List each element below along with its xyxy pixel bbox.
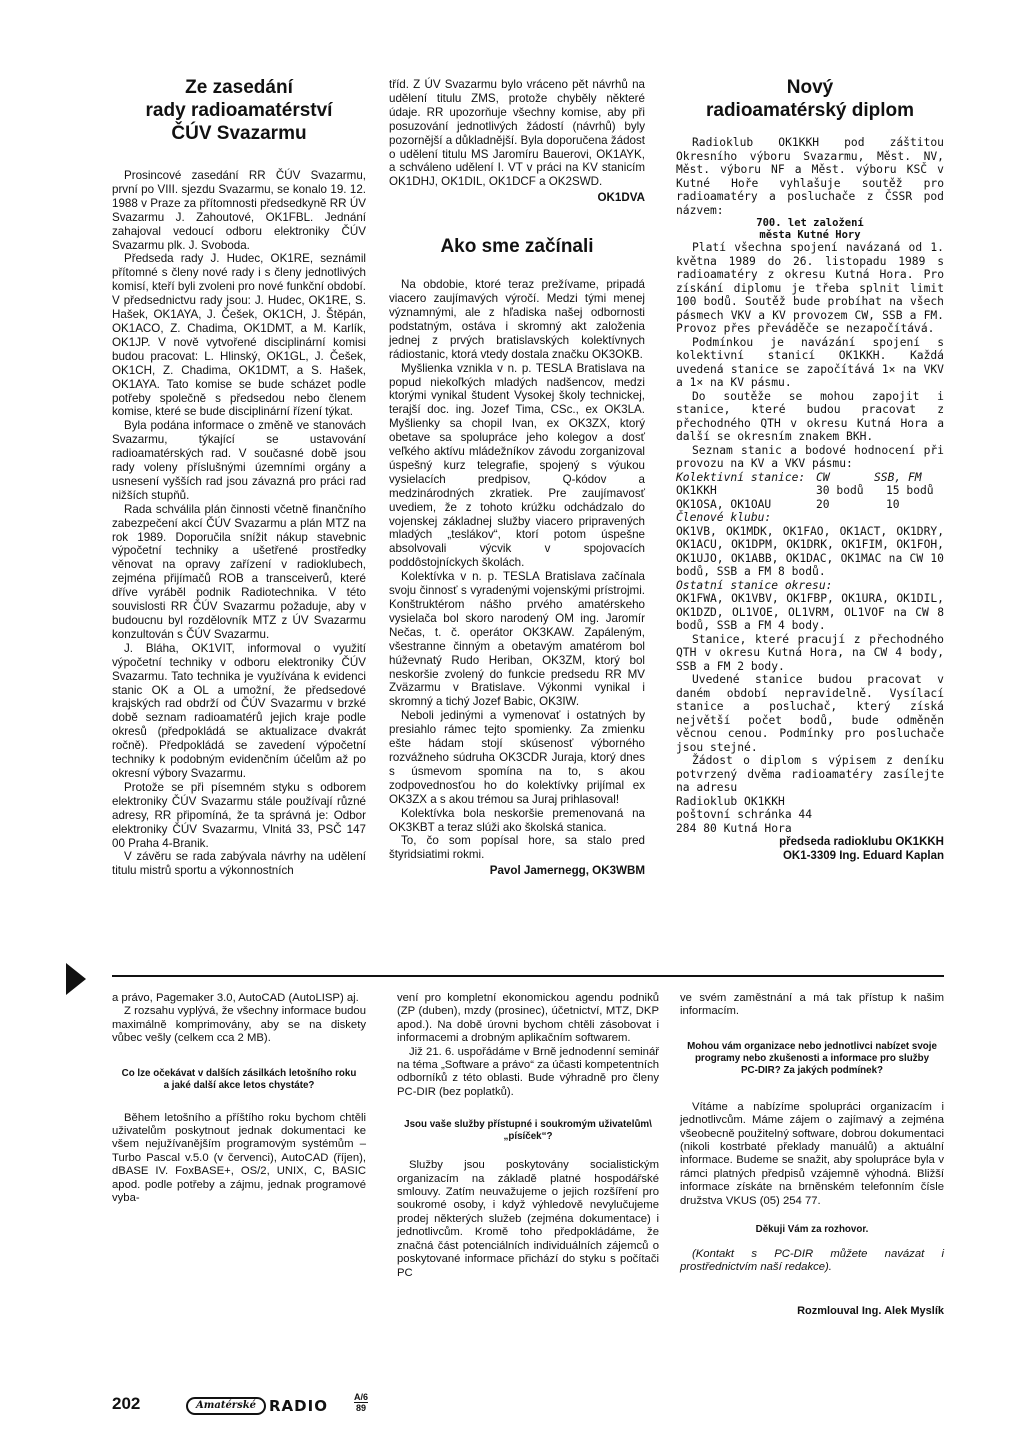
title-line-2: radioamatérský diplom [705, 100, 915, 121]
interview-question: Jsou vaše služby přístupné i soukromým uživatelům\„písíček“? [404, 1119, 652, 1143]
cell-cw: 20 [816, 497, 830, 511]
paragraph: Myšlienka vznikla v n. p. TESLA Bratislava na popud niekoľkých mladých nadšencov, medzi ktorými vynikal študent Vysokej školy technickej, terajší doc. ing. Jozef Tima, CSc., ex OK3LA. Myšlienky sa chopil Ivan, ex OK3ZX, ktorý obetave sa spolupráce jeho kolegov a dosť veľkého aktívu mládežníkov závodu zorganizoval úspešný kurz telegrafie, spojený s výukou vysielacích predpisov, Q-kódov a medzinárodných zkratiek. Pre zaujímavosť uvediem, že z tohoto krúžku odchádzalo do vojenskej základnej služby viacero pripravených mladých „teslákov“, ktorí potom úspešne absolvovali výcvik v spojovacích poddôstojníckych školách. [389, 361, 645, 570]
paragraph: Podmínkou je navázání spojení s kolektivní stanicí OK1KKH. Každá uvedená stanice se započítává 1× na VKV a 1× na KV pásmu. [676, 335, 944, 389]
paragraph: To, čo som popísal hore, sa stalo pred štyridsiatimi rokmi. [389, 834, 645, 862]
paragraph: Z rozsahu vyplývá, že všechny informace budou maximálně komprimovány, aby se na diskety vůbec vešly (celkem cca 2 MB). [112, 1005, 366, 1045]
address-block [676, 795, 944, 836]
cell-ssb-fm: 15 bodů [886, 484, 934, 497]
paragraph: Kolektívka bola neskoršie premenovaná na OK3KBT a teraz slúži ako školská stanica. [389, 806, 645, 834]
contact-note: (Kontakt s PC-DIR můžete navázat i prostřednictvím naší redakce). [680, 1248, 944, 1274]
address-line: poštovní schránka 44 [676, 808, 813, 821]
title-line-1: Nový [786, 77, 834, 98]
points-table [676, 471, 944, 512]
award-line-1: 700. let založení [756, 217, 864, 229]
paragraph: Žádost o diplom s výpisem z deníku potvrzený dvěma radioamatéry zasílejte na adresu [676, 754, 944, 794]
signature-jamernegg: Pavol Jamernegg, OK3WBM [489, 864, 645, 878]
cell-ssb-fm: 10 [886, 497, 900, 511]
article-title-ako-sme-zacinali: Ako sme začínali [440, 236, 594, 258]
issue-top: A/6 [354, 1392, 369, 1402]
title-line-2: rady radioamatérství [145, 100, 333, 121]
cell-station: OK1OSA, OK1OAU [676, 497, 772, 511]
members-list: OK1VB, OK1MDK, OK1FAO, OK1ACT, OK1DRY, OK1ACU, OK1DPM, OK1DRK, OK1FIM, OK1FOH, OK1UJO, OK1ABB, OK1DAC, OK1MAC na CW 10 bodů, SSB a FM 8 bodů. [676, 524, 944, 578]
column-rada-radioamaterstvi [112, 76, 366, 878]
section-divider [112, 975, 944, 977]
header-ssb-fm: SSB, FM [874, 470, 922, 484]
interview-author: Rozmlouval Ing. Alek Myslík [797, 1304, 944, 1317]
address-line: 284 80 Kutná Hora [676, 821, 792, 835]
paragraph: Vítáme a nabízíme spolupráci organizacím i jednotlivcům. Máme zájem o zajímavý a zejména všeobecně použitelný software, dobrou dokumentaci (nikoli kostrbaté překlady manuálů) a aktuální informace. Budeme se snažit, aby spolupráce byla v rámci platných předpisů vzájemně výhodná. Bližší informace získáte na brněnském telefonním čísle družstva VKUS (05) 254 77. [680, 1100, 944, 1207]
interview-column-3 [680, 992, 944, 1318]
signature-line-1: předseda radioklubu OK1KKH [779, 836, 944, 848]
paragraph: Rada schválila plán činnosti včetně finančního zabezpečení akcí ČÚV Svazarmu a plán MTZ na rok 1989. Doporučila snížit nákup stavebnic výpočetní techniky a ušetřené prostředky věnovat na opravy zařízení v radioklubech, zejména přijímačů ROB a transceiverů, které dříve vyráběl podnik Radiotechnika. V této souvislosti RR ČÚV Svazarmu požaduje, aby v budoucnu byl rozdělovník MTZ z ÚV Svazarmu konzultován s ČÚV Svazarmu. [112, 502, 366, 641]
paragraph: Prosincové zasedání RR ČÚV Svazarmu, první po VIII. sjezdu Svazarmu, se konalo 19. 12. 1988 v Praze za přítomnosti předsedkyně RR ÚV Svazarmu J. Zahoutové, OK1FBL. Jednání zahajoval vedoucí odboru elektroniky ČÚV Svazarmu plk. J. Svoboda. [112, 169, 366, 252]
paragraph: Stanice, které pracují z přechodného QTH v okresu Kutná Hora, na CW 4 body, SSB a FM 2 body. [676, 632, 944, 673]
interview-question: Mohou vám organizace nebo jednotlivci nabízet svoje programy nebo zkušenosti a informace pro služby PC-DIR? Za jakých podmínek? [687, 1040, 937, 1076]
cell-cw: 30 bodů [816, 484, 864, 497]
paragraph: Na obdobie, ktoré teraz prežívame, pripadá viacero zaujímavých výročí. Medzi tými menej významnými, ale z hľadiska našej odbornosti podstatným, ostáva i skromný akt založenia jednej z prvých bratislavských kolektívnych rádiostanic, ktorá vtedy dostala značku OK3OKB. [389, 278, 645, 361]
award-name [676, 217, 944, 241]
paragraph: Během letošního a příštího roku bychom chtěli uživatelům poskytnout jednak dokumentaci ke všem nejužívanějším programovým systémům – Turbo Pascal v.5.0 (v červenci), AutoCAD (říjen), dBASE IV. FoxBASE+, OS/2, UNIX, C, BASIC apod. podle potřeby a zájmu, jednak programové vyba- [112, 1111, 366, 1205]
paragraph: Byla podána informace o změně ve stanovách Svazarmu, týkající se ustavování radioamatérských rad. V současné době jsou rady voleny příslušnými územními orgány a usnesení vyšších rad jsou závazná pro práci rad nižších stupňů. [112, 419, 366, 502]
logo-script-text: Amatérské [186, 1397, 266, 1415]
paragraph: vení pro kompletní ekonomickou agendu podniků (ZP (duben), mzdy (prosinec), účetnictví, MTZ, DKP apod.). Na době úrovni bychom chtěli zásobovat i informacemi a drobným aplikačním softwarem. [397, 992, 659, 1045]
members-label: Členové klubu: [676, 511, 772, 524]
column-novy-diplom [676, 76, 944, 863]
signature-line-2: OK1-3309 Ing. Eduard Kaplan [782, 850, 944, 862]
paragraph: a právo, Pagemaker 3.0, AutoCAD (AutoLISP) aj. [112, 992, 359, 1004]
title-line-1: Ze zasedání [185, 77, 293, 98]
article-title-novy-diplom [676, 76, 944, 122]
table-row [676, 498, 944, 512]
paragraph: Seznam stanic a bodové hodnocení při provozu na KV a VKV pásmu: [676, 443, 944, 470]
paragraph: Platí všechna spojení navázaná od 1. května 1989 do 26. listopadu 1989 s radioamatéry z okresu Kutná Hora. Pro získání diplomu je třeba splnit limit 100 bodů. Soutěž bude probíhat na všech pásmech VKV a KV provozem CW, SSB a FM. Provoz přes převáděče se nezapočítává. [676, 241, 944, 335]
header-station: Kolektivní stanice: [676, 470, 806, 484]
signature-ok1dva: OK1DVA [597, 191, 645, 205]
header-cw: CW [816, 470, 830, 484]
paragraph: Kolektívka v n. p. TESLA Bratislava začínala svoju činnosť s vyradenými vojenskými prístrojmi. Konštruktérom nášho prvého amatérskeho vysielača bol skoro narodený OM ing. Jaromír Nečas, t. č. operátor OK3KAW. Zapáleným, všestranne činným a obetavým amatérom bol húževnatý Rudo Heriban, OK3ZM, ktorý bol neskoršie zvolený do funkcie predsedu RR MV Zväzarmu v Bratislave. Výkonmi vynikal i skromný a tichý Jozef Babic, OK3IW. [389, 570, 645, 709]
paragraph: Předseda rady J. Hudec, OK1RE, seznámil přítomné s členy nové rady i s členy jednotlivých komisí, kteří byli zvoleni pro nové funkční období. V předsednictvu rady jsou: J. Hudec, OK1RE, S. Hašek, OK1AYA, J. Češek, OK1CH, J. Štěpán, OK1ACO, Z. Chadima, OK1DMT, a M. Karlík, OK1JP. V nově vytvořené disciplinární komisi budou pracovat: L. Hlinský, OK1GL, J. Češek, OK1CH, Z. Chadima, OK1DMT, a S. Hašek, OK1AYA. Tato komise se bude scházet podle potřeby společně s předsedou nebo členem komise, které se bude disciplinární řízení týkat. [112, 252, 366, 419]
article-title-rada [112, 76, 366, 145]
paragraph: Uvedené stanice budou pracovat v daném období nepravidelně. Vysílací stanice a posluchač, který získá největší počet bodů, bude odměněn věcnou cenou. Podmínky pro posluchače jsou stejné. [676, 673, 944, 754]
cell-station: OK1KKH [676, 484, 717, 497]
issue-number [354, 1392, 368, 1413]
paragraph: Do soutěže se mohou zapojit i stanice, které budou pracovat z přechodného QTH v okresu Kutná Hora a další se okresním znakem BKH. [676, 389, 944, 443]
paragraph: V závěru se rada zabývala návrhy na udělení titulu mistrů sportu a výkonnostních [112, 850, 366, 878]
interview-column-1 [112, 992, 366, 1205]
magazine-logo [186, 1396, 328, 1416]
logo-radio-text: RADIO [269, 1397, 328, 1415]
paragraph: Radioklub OK1KKH pod záštitou Okresního výboru Svazarmu, Měst. NV, Měst. výboru NF a Měst. výboru KSČ v Kutné Hoře vyhlašuje soutěž pro radioamatéry a posluchače z ČSSR pod názvem: [676, 136, 944, 217]
paragraph: tříd. Z ÚV Svazarmu bylo vráceno pět návrhů na udělení titulu ZMS, protože chyběly některé údaje. RR upozorňuje všechny komise, aby při posuzování jednotlivých žádostí (návrhů) byly pozornější a důkladnější. Byla doporučena žádost o udělení titulu MS Jaromíru Bauerovi, OK1AYK, a schváleno udělení I. VT v práci na KV stanicím OK1DHJ, OK1DIL, OK1DCF a OK2SWD. [389, 78, 645, 189]
points-table-header [676, 471, 944, 485]
title-line-3: ČÚV Svazarmu [171, 123, 307, 144]
column-ako-sme-zacinali [389, 78, 645, 878]
interview-question: Co lze očekávat v dalších zásilkách letošního roku a jaké další akce letos chystáte? [121, 1067, 357, 1091]
award-line-2: města Kutné Hory [759, 229, 861, 241]
interview-column-2 [397, 992, 659, 1280]
signature-kaplan [676, 835, 944, 863]
others-label: Ostatní stanice okresu: [676, 578, 833, 592]
paragraph: Služby jsou poskytovány socialistickým organizacím na základě platné hospodářské smlouvy. Zatím neuvažujeme o jejich rozšíření pro soukromé osoby, i když výhledově nevylučujeme prodej některých služeb (zejména dokumentace) i jednotlivcům. Kromě toho předpokládáme, že značná část potenciálních individuálních zájemců o poskytované informace přichází do styku s počítači PC [397, 1159, 659, 1279]
paragraph: Již 21. 6. uspořádáme v Brně jednodenní seminář na téma „Software a právo“ za účasti kompetentních odborníků z této oblasti. Bude výhradně pro členy PC-DIR (bez poplatků). [397, 1045, 659, 1098]
paragraph: J. Bláha, OK1VIT, informoval o využití výpočetní techniky v odboru elektroniky ČÚV Svazarmu. Tato technika je využívána k evidenci stanic OK a OL a umožní, že předsedové krajských rad obdrží od ČÚV Svazarmu v brzké době seznam radioamatérů jejich kraje podle okresů (předpokládá se aktualizace dvakrát ročně). Předpokládá se zavedení výpočetní techniky k podobným evidenčním účelům až po okresní výbory Svazarmu. [112, 641, 366, 780]
paragraph: Protože se při písemném styku s odborem elektroniky ČÚV Svazarmu stále používají různé adresy, RR připomíná, že ta správná je: Odbor elektroniky ČÚV Svazarmu, Vlnitá 33, PSČ 147 00 Praha 4-Branik. [112, 780, 366, 850]
paragraph: ve svém zaměstnání a má tak přístup k našim informacím. [680, 992, 944, 1018]
table-row [676, 484, 944, 498]
interview-thanks: Děkuji Vám za rozhovor. [755, 1224, 869, 1236]
continuation-arrow-icon [66, 963, 86, 995]
address-line: Radioklub OK1KKH [676, 794, 785, 808]
issue-bottom: 89 [356, 1403, 367, 1413]
others-list: OK1FWA, OK1VBV, OK1FBP, OK1URA, OK1DIL, OK1DZD, OL1VOE, OL1VRM, OL1VOF na CW 8 bodů, SSB a FM 4 body. [676, 592, 944, 632]
paragraph: Neboli jedinými a vymenovať i ostatných by presiahlo rámec tejto spomienky. Za zmienku ešte hádam stojí skúsenosť výborného rozvážneho súdruha OK3CDR Juraja, ktorý dnes s úsmevom spomína na to, s akou zodpovednosťou ho do kolektívky prijímal ex OK3ZX a s akou trémou sa Juraj prihlasoval! [389, 709, 645, 806]
page-number: 202 [112, 1394, 141, 1413]
